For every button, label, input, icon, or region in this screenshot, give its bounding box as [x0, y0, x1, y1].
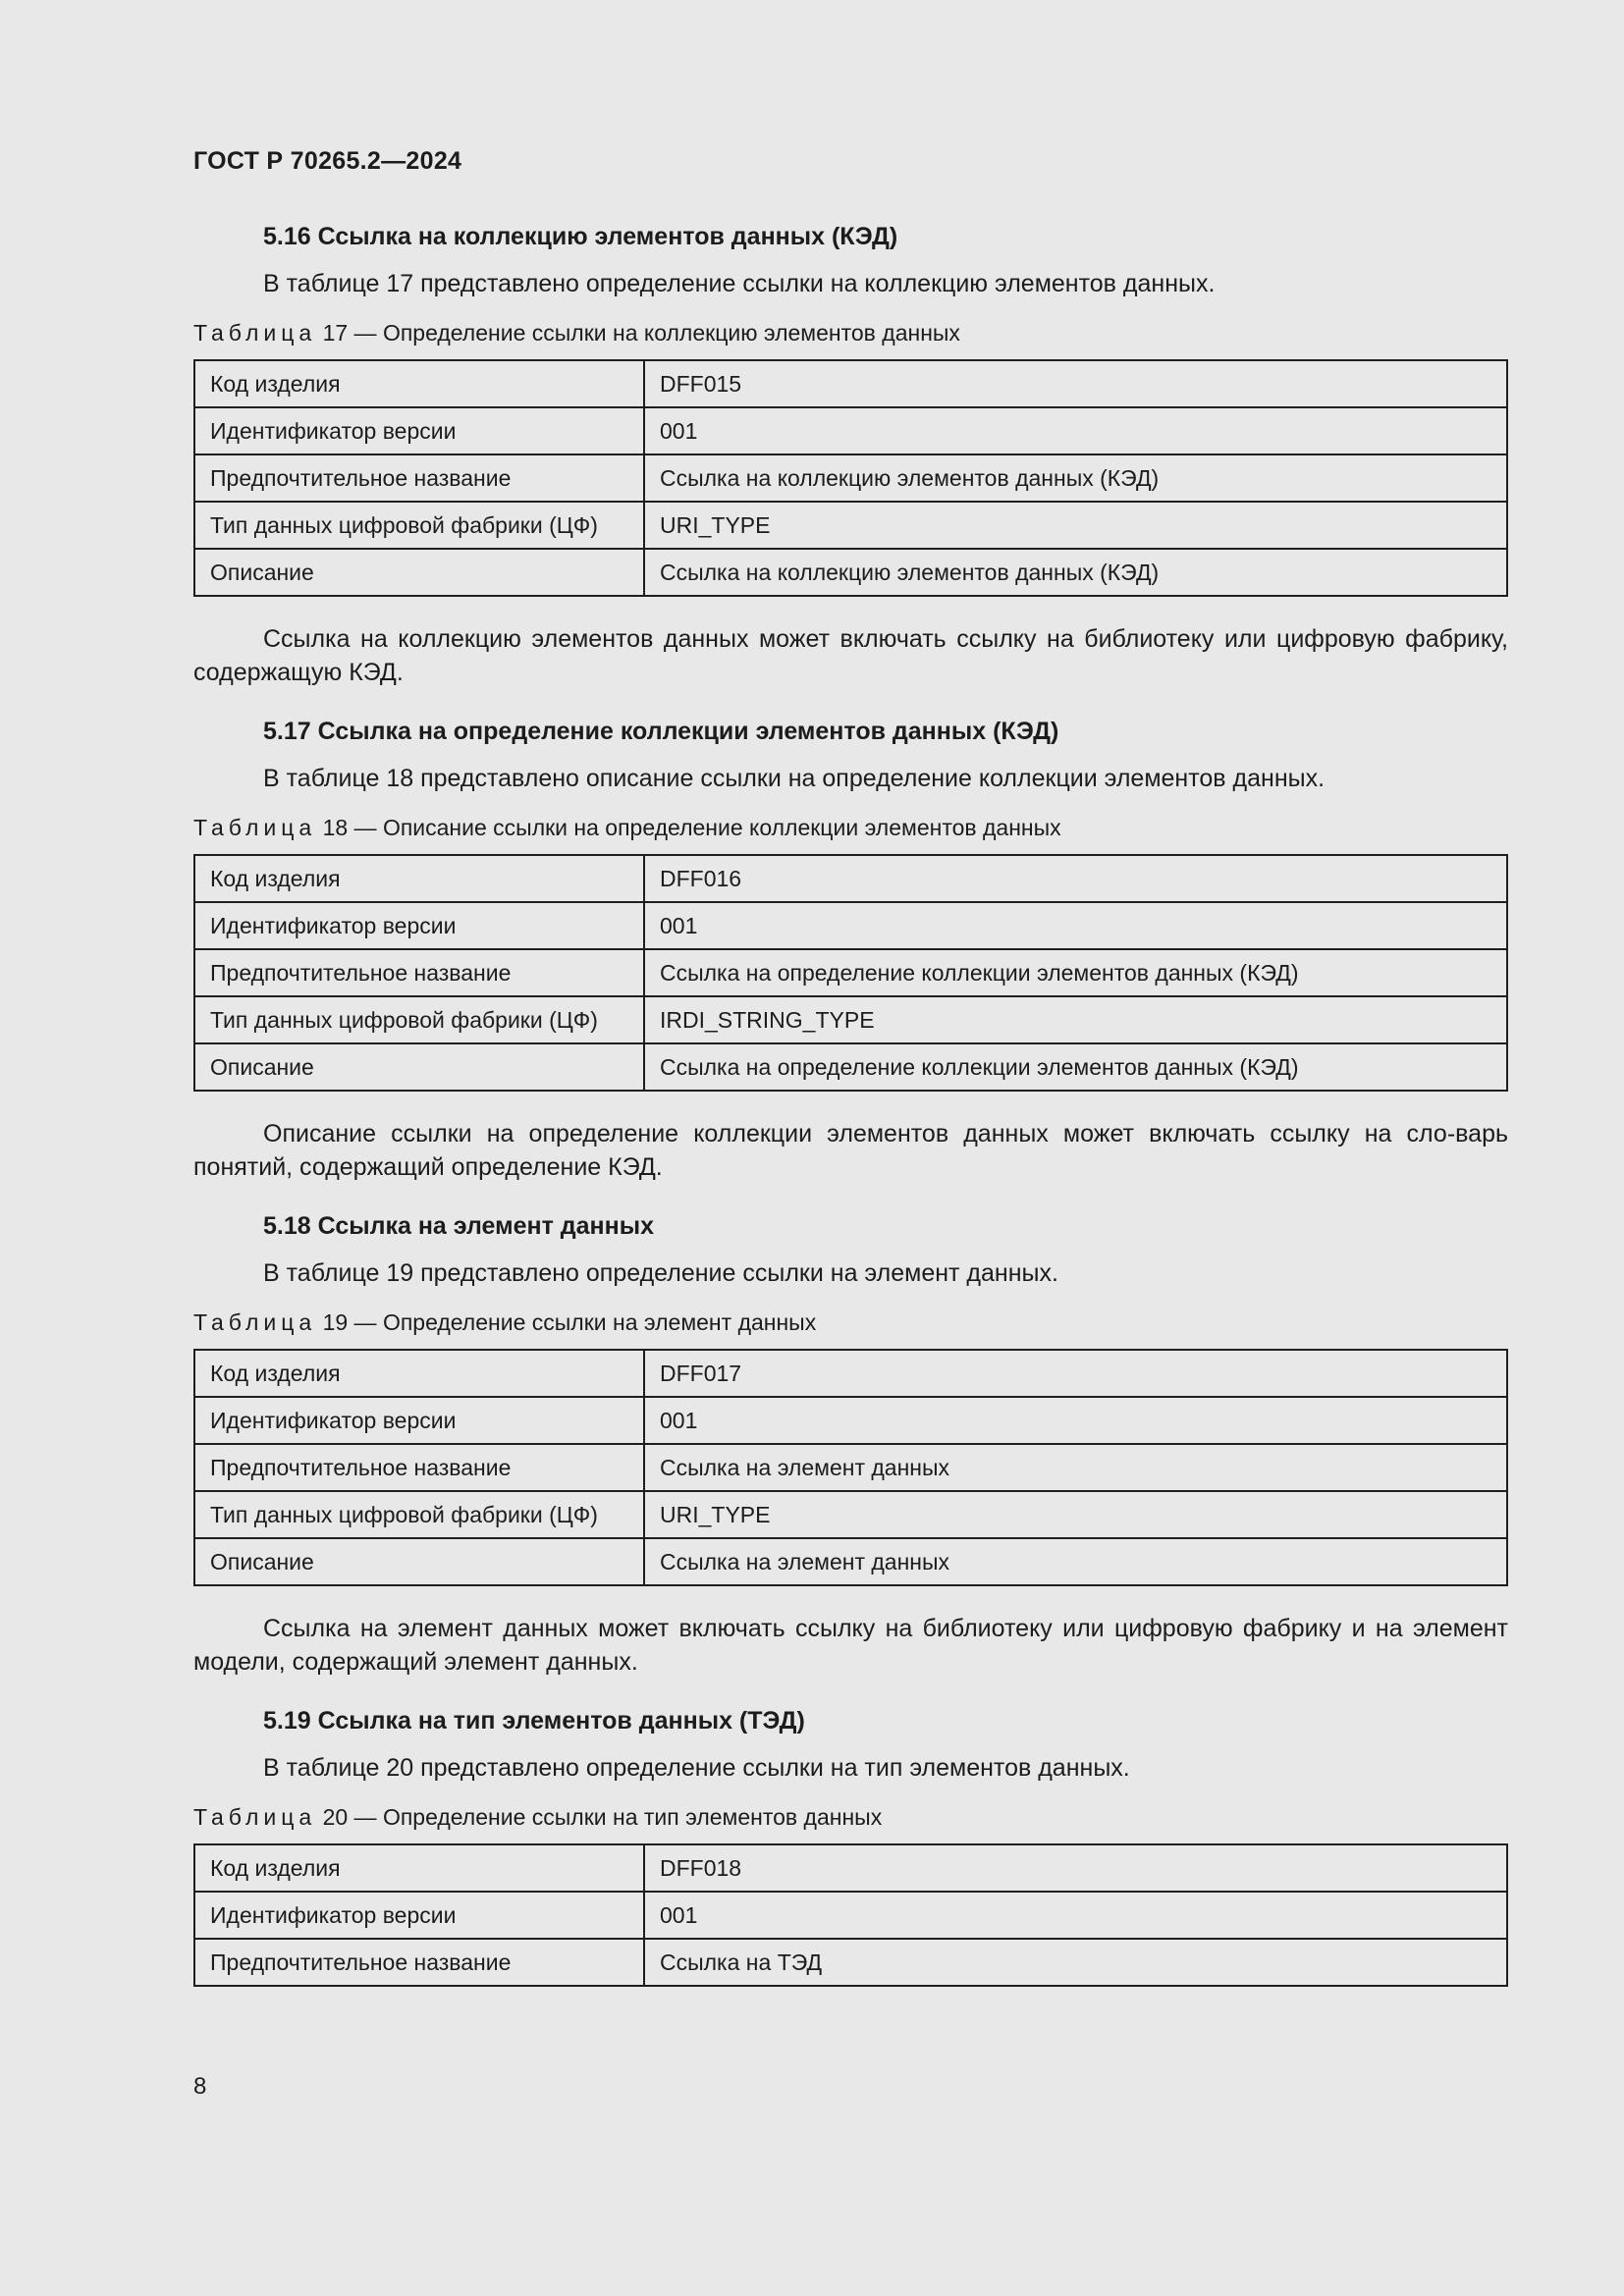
row-value: URI_TYPE	[644, 1491, 1507, 1538]
row-value: Ссылка на коллекцию элементов данных (КЭД)	[644, 549, 1507, 596]
row-key: Идентификатор версии	[194, 1892, 644, 1939]
row-key: Тип данных цифровой фабрики (ЦФ)	[194, 502, 644, 549]
table-row	[194, 996, 1507, 1043]
table-caption-word: Таблица	[193, 1804, 317, 1830]
row-value: Ссылка на определение коллекции элементов данных (КЭД)	[644, 949, 1507, 996]
table-caption-text: 20 — Определение ссылки на тип элементов данных	[322, 1804, 883, 1830]
table-row	[194, 1538, 1507, 1585]
table-caption	[193, 318, 1508, 347]
row-value: 001	[644, 1397, 1507, 1444]
spec-table	[193, 1843, 1508, 1987]
table-row	[194, 902, 1507, 949]
section-intro: В таблице 19 представлено определение ссылки на элемент данных.	[263, 1259, 1058, 1287]
row-value: IRDI_STRING_TYPE	[644, 996, 1507, 1043]
table-row	[194, 1939, 1507, 1986]
row-value: URI_TYPE	[644, 502, 1507, 549]
row-value: 001	[644, 407, 1507, 454]
table-row	[194, 1491, 1507, 1538]
table-row	[194, 502, 1507, 549]
table-caption	[193, 813, 1508, 842]
page-number: 8	[193, 2073, 207, 2100]
table-row	[194, 1397, 1507, 1444]
row-value: Ссылка на элемент данных	[644, 1444, 1507, 1491]
table-caption-word: Таблица	[193, 815, 317, 840]
table-row	[194, 1844, 1507, 1892]
table-row	[194, 949, 1507, 996]
row-key: Код изделия	[194, 360, 644, 407]
table-row	[194, 549, 1507, 596]
section-5-18	[193, 1207, 1508, 1679]
section-note: Ссылка на элемент данных может включать ссылку на библиотеку или цифровую фабрику и на элемент модели, содержащий элемент данных.	[193, 1615, 1508, 1676]
table-row	[194, 407, 1507, 454]
section-note: Описание ссылки на определение коллекции элементов данных может включать ссылку на сло-варь понятий, содержащий определение КЭД.	[193, 1120, 1508, 1181]
table-caption-word: Таблица	[193, 320, 317, 346]
table-row	[194, 454, 1507, 502]
spec-table	[193, 359, 1508, 597]
row-key: Идентификатор версии	[194, 902, 644, 949]
row-key: Код изделия	[194, 855, 644, 902]
spec-table	[193, 854, 1508, 1092]
table-row	[194, 855, 1507, 902]
row-key: Предпочтительное название	[194, 949, 644, 996]
section-intro: В таблице 18 представлено описание ссылки на определение коллекции элементов данных.	[263, 765, 1326, 792]
row-value: DFF017	[644, 1350, 1507, 1397]
row-key: Предпочтительное название	[194, 454, 644, 502]
document-code: ГОСТ Р 70265.2—2024	[193, 147, 462, 175]
row-key: Идентификатор версии	[194, 407, 644, 454]
section-heading: 5.18 Ссылка на элемент данных	[263, 1212, 654, 1240]
row-key: Идентификатор версии	[194, 1397, 644, 1444]
row-key: Тип данных цифровой фабрики (ЦФ)	[194, 996, 644, 1043]
row-key: Предпочтительное название	[194, 1444, 644, 1491]
row-value: Ссылка на коллекцию элементов данных (КЭД)	[644, 454, 1507, 502]
table-caption	[193, 1308, 1508, 1337]
table-row	[194, 360, 1507, 407]
table-row	[194, 1350, 1507, 1397]
table-caption-text: 18 — Описание ссылки на определение коллекции элементов данных	[322, 815, 1061, 840]
section-intro: В таблице 20 представлено определение ссылки на тип элементов данных.	[263, 1754, 1130, 1782]
row-value: Ссылка на ТЭД	[644, 1939, 1507, 1986]
section-heading: 5.19 Ссылка на тип элементов данных (ТЭД)	[263, 1707, 805, 1735]
document-body	[193, 218, 1508, 1987]
section-intro: В таблице 17 представлено определение ссылки на коллекцию элементов данных.	[263, 270, 1216, 297]
row-value: Ссылка на элемент данных	[644, 1538, 1507, 1585]
spec-table	[193, 1349, 1508, 1586]
row-key: Описание	[194, 1538, 644, 1585]
row-value: Ссылка на определение коллекции элементов данных (КЭД)	[644, 1043, 1507, 1091]
row-key: Код изделия	[194, 1844, 644, 1892]
section-5-16	[193, 218, 1508, 689]
row-key: Код изделия	[194, 1350, 644, 1397]
row-value: DFF018	[644, 1844, 1507, 1892]
row-value: DFF016	[644, 855, 1507, 902]
section-heading: 5.17 Ссылка на определение коллекции элементов данных (КЭД)	[263, 718, 1059, 745]
row-key: Описание	[194, 1043, 644, 1091]
table-row	[194, 1444, 1507, 1491]
row-value: 001	[644, 1892, 1507, 1939]
table-caption-text: 19 — Определение ссылки на элемент данных	[322, 1309, 817, 1335]
section-heading: 5.16 Ссылка на коллекцию элементов данных (КЭД)	[263, 223, 898, 250]
table-row	[194, 1043, 1507, 1091]
row-key: Описание	[194, 549, 644, 596]
section-5-17	[193, 713, 1508, 1184]
row-key: Тип данных цифровой фабрики (ЦФ)	[194, 1491, 644, 1538]
row-value: DFF015	[644, 360, 1507, 407]
table-caption	[193, 1802, 1508, 1832]
table-caption-word: Таблица	[193, 1309, 317, 1335]
row-value: 001	[644, 902, 1507, 949]
table-row	[194, 1892, 1507, 1939]
table-caption-text: 17 — Определение ссылки на коллекцию элементов данных	[322, 320, 960, 346]
section-5-19	[193, 1702, 1508, 1987]
section-note: Ссылка на коллекцию элементов данных может включать ссылку на библиотеку или цифровую фабрику, содержащую КЭД.	[193, 625, 1508, 686]
row-key: Предпочтительное название	[194, 1939, 644, 1986]
